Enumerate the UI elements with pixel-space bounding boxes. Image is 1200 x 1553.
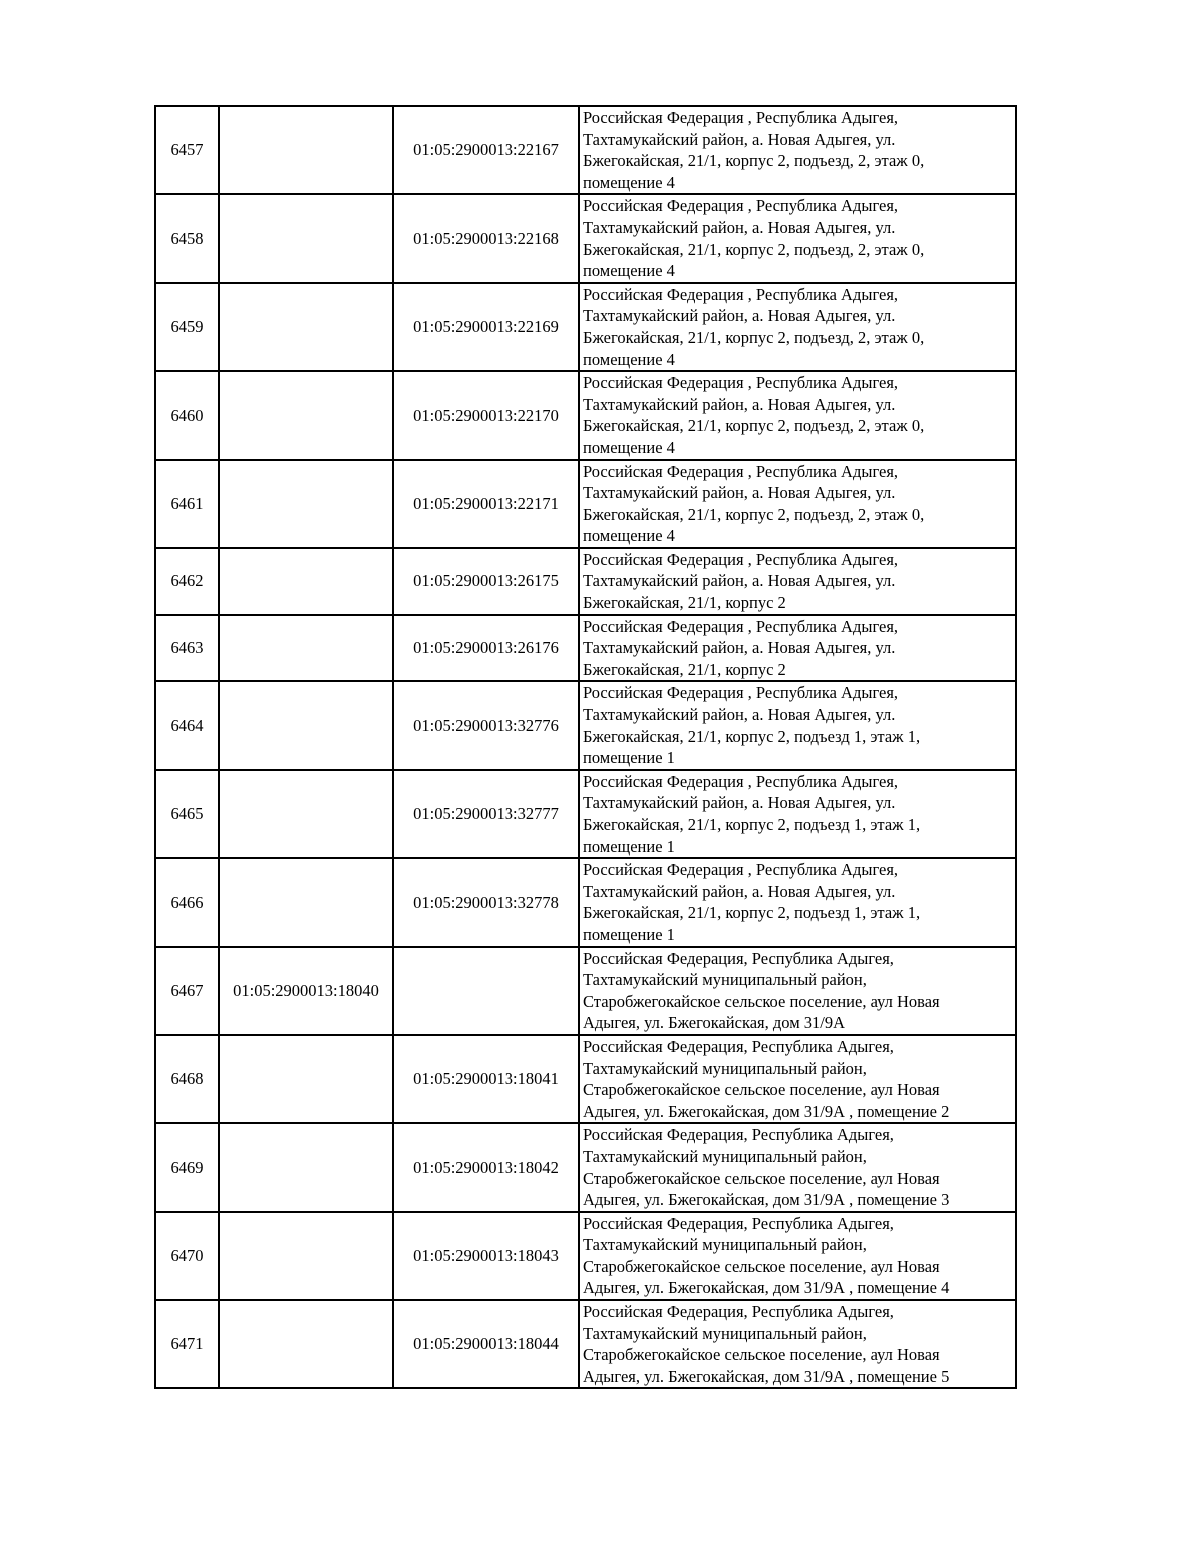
- table-row: [155, 548, 1016, 615]
- parent-cadastral-cell: [219, 194, 393, 282]
- table-row: [155, 1123, 1016, 1211]
- address-line: Тахтамукайский муниципальный район,: [583, 970, 867, 990]
- address-cell: [579, 371, 1016, 459]
- cadastral-number-cell: 01:05:2900013:22170: [393, 371, 579, 459]
- parent-cadastral-cell: [219, 283, 393, 371]
- address-line: помещение 4: [583, 172, 675, 192]
- cadastral-number-cell: 01:05:2900013:22168: [393, 194, 579, 282]
- address-cell: [579, 858, 1016, 946]
- table-row: [155, 1035, 1016, 1123]
- cadastral-number-cell: 01:05:2900013:18041: [393, 1035, 579, 1123]
- address-line: Российская Федерация , Республика Адыгея,: [583, 683, 899, 703]
- address-cell: [579, 615, 1016, 682]
- address-line: Российская Федерация, Республика Адыгея,: [583, 1125, 894, 1145]
- parent-cadastral-cell: [219, 1035, 393, 1123]
- address-cell: [579, 770, 1016, 858]
- cadastral-number-cell: 01:05:2900013:18044: [393, 1300, 579, 1388]
- cadastral-number-cell: 01:05:2900013:32778: [393, 858, 579, 946]
- address-line: Тахтамукайский район, а. Новая Адыгея, ул.: [583, 571, 896, 591]
- address-line: Российская Федерация, Республика Адыгея,: [583, 1213, 894, 1233]
- table-row: [155, 947, 1016, 1035]
- address-line: Российская Федерация , Республика Адыгея,: [583, 771, 899, 791]
- row-number-cell: 6465: [155, 770, 219, 858]
- property-table-body: [155, 106, 1016, 1388]
- table-row: [155, 1300, 1016, 1388]
- address-line: Бжегокайская, 21/1, корпус 2, подъезд, 2, этаж 0,: [583, 504, 925, 524]
- address-line: Российская Федерация , Республика Адыгея,: [583, 616, 899, 636]
- parent-cadastral-cell: 01:05:2900013:18040: [219, 947, 393, 1035]
- row-number-cell: 6459: [155, 283, 219, 371]
- row-number-cell: 6461: [155, 460, 219, 548]
- cadastral-number-cell: [393, 947, 579, 1035]
- cadastral-number-cell: 01:05:2900013:26175: [393, 548, 579, 615]
- address-line: Бжегокайская, 21/1, корпус 2, подъезд 1, этаж 1,: [583, 903, 921, 923]
- row-number-cell: 6467: [155, 947, 219, 1035]
- address-cell: [579, 1300, 1016, 1388]
- address-cell: [579, 681, 1016, 769]
- address-line: Российская Федерация , Республика Адыгея,: [583, 549, 899, 569]
- parent-cadastral-cell: [219, 681, 393, 769]
- address-line: Адыгея, ул. Бжегокайская, дом 31/9А , помещение 5: [583, 1366, 950, 1386]
- address-line: Российская Федерация , Республика Адыгея,: [583, 108, 899, 127]
- address-line: Старобжегокайское сельское поселение, аул Новая: [583, 1256, 940, 1276]
- address-line: Тахтамукайский район, а. Новая Адыгея, ул.: [583, 217, 896, 237]
- row-number-cell: 6460: [155, 371, 219, 459]
- row-number-cell: 6470: [155, 1212, 219, 1300]
- row-number-cell: 6463: [155, 615, 219, 682]
- address-line: Тахтамукайский район, а. Новая Адыгея, ул.: [583, 129, 896, 149]
- address-line: Адыгея, ул. Бжегокайская, дом 31/9А , помещение 3: [583, 1190, 950, 1210]
- table-row: [155, 1212, 1016, 1300]
- row-number-cell: 6464: [155, 681, 219, 769]
- address-line: Российская Федерация , Республика Адыгея,: [583, 461, 899, 481]
- address-line: Адыгея, ул. Бжегокайская, дом 31/9А: [583, 1013, 846, 1033]
- address-line: Бжегокайская, 21/1, корпус 2, подъезд 1, этаж 1,: [583, 815, 921, 834]
- address-line: Бжегокайская, 21/1, корпус 2: [583, 593, 786, 613]
- address-line: Тахтамукайский район, а. Новая Адыгея, ул.: [583, 483, 896, 503]
- row-number-cell: 6458: [155, 194, 219, 282]
- table-row: [155, 371, 1016, 459]
- address-line: Тахтамукайский муниципальный район,: [583, 1235, 867, 1255]
- address-line: Российская Федерация, Республика Адыгея,: [583, 948, 894, 968]
- address-line: помещение 1: [583, 836, 675, 856]
- address-line: Тахтамукайский район, а. Новая Адыгея, ул.: [583, 881, 896, 901]
- address-line: Российская Федерация , Республика Адыгея,: [583, 284, 899, 304]
- address-cell: [579, 106, 1016, 194]
- parent-cadastral-cell: [219, 371, 393, 459]
- address-line: помещение 1: [583, 748, 675, 768]
- address-line: Бжегокайская, 21/1, корпус 2, подъезд, 2, этаж 0,: [583, 327, 925, 347]
- address-line: Российская Федерация , Республика Адыгея,: [583, 860, 899, 880]
- cadastral-number-cell: 01:05:2900013:22171: [393, 460, 579, 548]
- address-line: помещение 1: [583, 924, 675, 944]
- row-number-cell: 6469: [155, 1123, 219, 1211]
- address-cell: [579, 1035, 1016, 1123]
- address-cell: [579, 548, 1016, 615]
- parent-cadastral-cell: [219, 106, 393, 194]
- table-row: [155, 681, 1016, 769]
- cadastral-number-cell: 01:05:2900013:32777: [393, 770, 579, 858]
- address-line: Российская Федерация, Республика Адыгея,: [583, 1036, 894, 1056]
- address-line: помещение 4: [583, 437, 675, 457]
- address-line: Тахтамукайский район, а. Новая Адыгея, ул.: [583, 705, 896, 725]
- cadastral-number-cell: 01:05:2900013:22167: [393, 106, 579, 194]
- address-line: Тахтамукайский район, а. Новая Адыгея, ул.: [583, 793, 896, 813]
- parent-cadastral-cell: [219, 1300, 393, 1388]
- address-line: Старобжегокайское сельское поселение, аул Новая: [583, 1080, 940, 1100]
- address-cell: [579, 194, 1016, 282]
- parent-cadastral-cell: [219, 460, 393, 548]
- address-line: Старобжегокайское сельское поселение, аул Новая: [583, 991, 940, 1011]
- parent-cadastral-cell: [219, 615, 393, 682]
- address-line: помещение 4: [583, 261, 675, 281]
- address-line: Адыгея, ул. Бжегокайская, дом 31/9А , помещение 2: [583, 1101, 950, 1121]
- address-cell: [579, 1212, 1016, 1300]
- address-line: Старобжегокайское сельское поселение, аул Новая: [583, 1345, 940, 1365]
- table-row: [155, 460, 1016, 548]
- address-cell: [579, 1123, 1016, 1211]
- parent-cadastral-cell: [219, 770, 393, 858]
- row-number-cell: 6457: [155, 106, 219, 194]
- address-line: Российская Федерация , Республика Адыгея,: [583, 196, 899, 216]
- cadastral-number-cell: 01:05:2900013:22169: [393, 283, 579, 371]
- parent-cadastral-cell: [219, 1212, 393, 1300]
- table-row: [155, 615, 1016, 682]
- address-line: Российская Федерация, Республика Адыгея,: [583, 1302, 894, 1322]
- row-number-cell: 6471: [155, 1300, 219, 1388]
- address-line: Тахтамукайский муниципальный район,: [583, 1058, 867, 1078]
- table-row: [155, 106, 1016, 194]
- address-cell: [579, 460, 1016, 548]
- address-cell: [579, 283, 1016, 371]
- row-number-cell: 6466: [155, 858, 219, 946]
- property-table: [154, 105, 1017, 1389]
- parent-cadastral-cell: [219, 548, 393, 615]
- cadastral-number-cell: 01:05:2900013:18042: [393, 1123, 579, 1211]
- address-line: Бжегокайская, 21/1, корпус 2, подъезд 1, этаж 1,: [583, 726, 921, 746]
- address-line: Бжегокайская, 21/1, корпус 2, подъезд, 2, этаж 0,: [583, 151, 925, 171]
- row-number-cell: 6468: [155, 1035, 219, 1123]
- address-line: Бжегокайская, 21/1, корпус 2, подъезд, 2, этаж 0,: [583, 239, 925, 259]
- address-line: помещение 4: [583, 526, 675, 546]
- address-line: Тахтамукайский район, а. Новая Адыгея, ул.: [583, 394, 896, 414]
- table-row: [155, 194, 1016, 282]
- cadastral-number-cell: 01:05:2900013:32776: [393, 681, 579, 769]
- table-row: [155, 770, 1016, 858]
- cadastral-number-cell: 01:05:2900013:26176: [393, 615, 579, 682]
- address-line: Адыгея, ул. Бжегокайская, дом 31/9А , помещение 4: [583, 1278, 950, 1298]
- address-line: Тахтамукайский муниципальный район,: [583, 1323, 867, 1343]
- parent-cadastral-cell: [219, 1123, 393, 1211]
- address-line: Тахтамукайский район, а. Новая Адыгея, ул.: [583, 306, 896, 326]
- address-line: помещение 4: [583, 349, 675, 369]
- row-number-cell: 6462: [155, 548, 219, 615]
- cadastral-number-cell: 01:05:2900013:18043: [393, 1212, 579, 1300]
- address-line: Российская Федерация , Республика Адыгея,: [583, 373, 899, 393]
- address-line: Старобжегокайское сельское поселение, аул Новая: [583, 1168, 940, 1188]
- address-line: Тахтамукайский район, а. Новая Адыгея, ул.: [583, 638, 896, 658]
- address-line: Тахтамукайский муниципальный район,: [583, 1146, 867, 1166]
- address-cell: [579, 947, 1016, 1035]
- table-row: [155, 858, 1016, 946]
- address-line: Бжегокайская, 21/1, корпус 2: [583, 659, 786, 679]
- table-row: [155, 283, 1016, 371]
- parent-cadastral-cell: [219, 858, 393, 946]
- address-line: Бжегокайская, 21/1, корпус 2, подъезд, 2, этаж 0,: [583, 416, 925, 436]
